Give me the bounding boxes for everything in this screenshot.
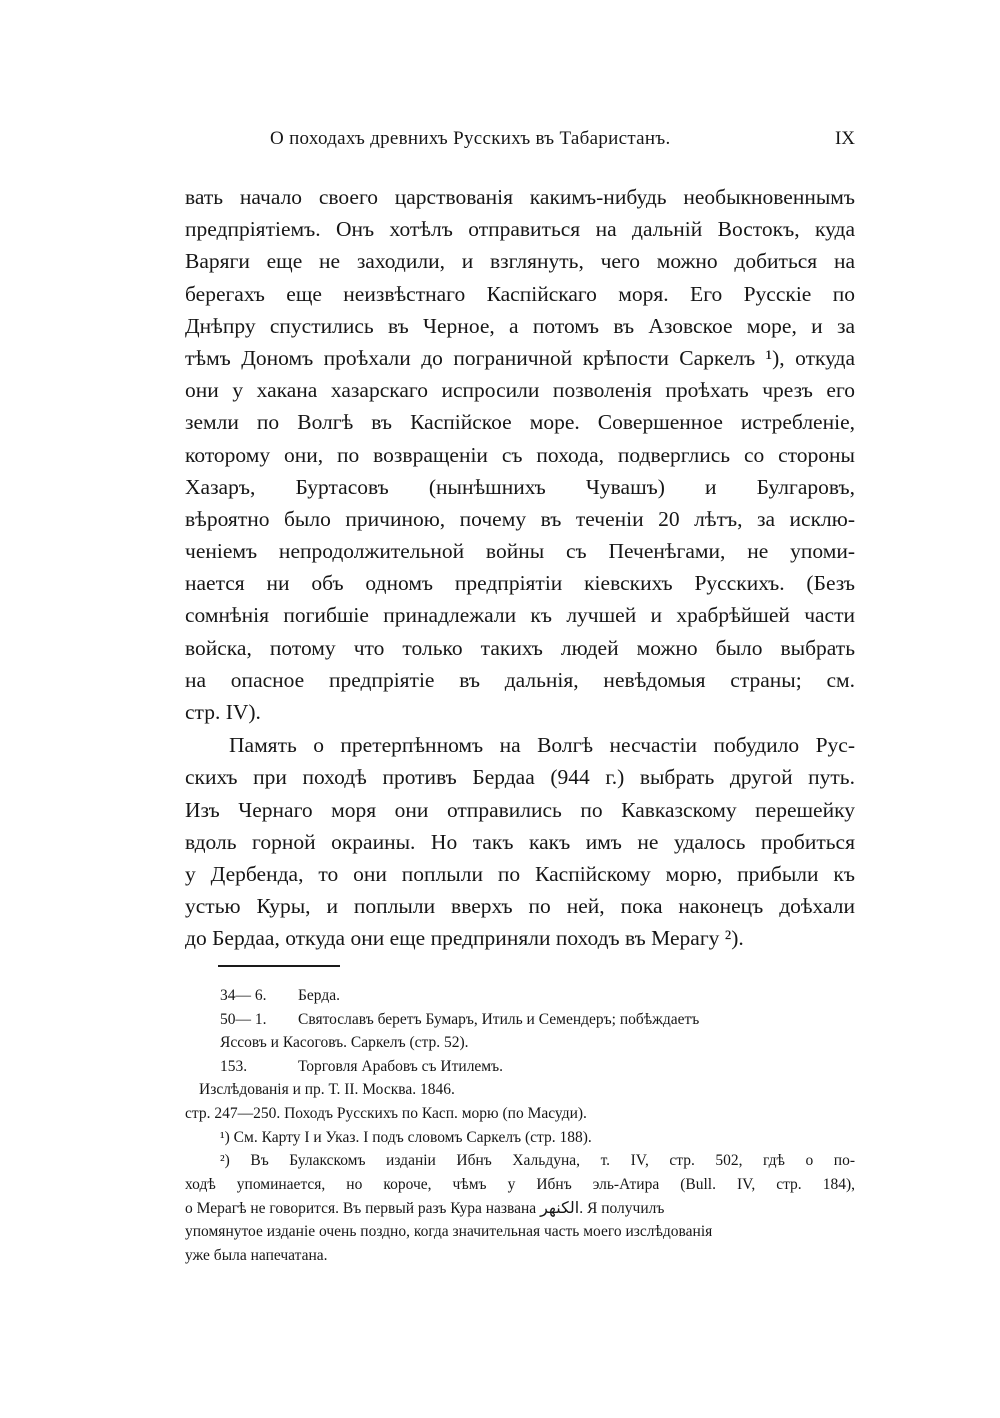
text-line: тѣмъ Дономъ проѣхали до пограничной крѣпости Саркелъ ¹), откуда xyxy=(185,345,855,370)
text-line: стр. IV). xyxy=(185,700,261,724)
note-line xyxy=(185,1008,855,1032)
note-line xyxy=(185,1196,855,1220)
text-line: нается ни объ одномъ предпріятіи кіевскихъ Русскихъ. (Безъ xyxy=(185,571,855,596)
note-number: 50— 1. xyxy=(220,1010,267,1028)
text-line: вѣроятно было причиною, почему въ теченіи 20 лѣтъ, за исклю- xyxy=(185,506,855,531)
text-line: предпріятіемъ. Онъ хотѣлъ отправиться на дальній Востокъ, куда xyxy=(185,217,855,242)
text-line: Днѣпру спустились въ Черное, а потомъ въ Азовское море, и за xyxy=(185,313,855,338)
arabic-word: الكنهر xyxy=(540,1198,580,1218)
note-line: ¹) См. Карту I и Указ. I подъ словомъ Саркелъ (стр. 188). xyxy=(220,1128,592,1146)
text-line: вдоль горной окраины. Но такъ какъ имъ не удалось пробиться xyxy=(185,829,855,854)
note-line xyxy=(185,1055,855,1079)
text-line: берегахъ еще неизвѣстнаго Каспійскаго моря. Его Русскіе по xyxy=(185,281,855,306)
note-number: 34— 6. xyxy=(220,987,267,1004)
page-number: IX xyxy=(834,128,855,149)
note-text: Берда. xyxy=(298,987,340,1004)
running-title: О походахъ древнихъ Русскихъ въ Табаристанъ. xyxy=(270,128,671,149)
main-text xyxy=(185,181,855,955)
text-line: Варяги еще не заходили, и взглянуть, чего можно добиться на xyxy=(185,249,855,274)
text-line: Хазаръ, Буртасовъ (нынѣшнихъ Чувашъ) и Булгаровъ, xyxy=(185,474,855,499)
note-line: Изслѣдованія и пр. Т. II. Москва. 1846. xyxy=(199,1081,455,1099)
text-line: они у хакана хазарскаго испросили позволенія проѣхать чрезъ его xyxy=(185,378,855,403)
text-line: ченіемъ непродолжительной войны съ Печенѣгами, не упоми- xyxy=(185,539,855,564)
note-number: 153. xyxy=(220,1057,248,1075)
text-line: войска, потому что только такихъ людей можно было выбрать xyxy=(185,635,855,660)
note-line: стр. 247—250. Походъ Русскихъ по Касп. морю (по Масуди). xyxy=(185,1104,587,1122)
note-line: ²) Въ Булакскомъ изданіи Ибнъ Хальдуна, т. IV, стр. 502, гдѣ о по- xyxy=(220,1152,855,1170)
text-line: у Дербенда, то они поплыли по Каспійскому морю, прибыли къ xyxy=(185,861,855,886)
text-line: Память о претерпѣнномъ на Волгѣ несчастіи побудило Рус- xyxy=(229,733,855,758)
text-line: скихъ при походѣ противъ Бердаа (944 г.) выбрать другой путь. xyxy=(185,765,855,790)
text-line: устью Куры, и поплыли вверхъ по ней, пока наконецъ доѣхали xyxy=(185,894,855,919)
note-line: Яссовъ и Касоговъ. Саркелъ (стр. 52). xyxy=(220,1034,469,1052)
note-line: уже была напечатана. xyxy=(185,1246,328,1264)
note-line: ходѣ упоминается, но короче, чѣмъ у Ибнъ эль-Атира (Bull. IV, стр. 184), xyxy=(185,1175,855,1193)
note-text: о Мерагѣ не говорится. Въ первый разъ Кура названа xyxy=(185,1200,537,1218)
text-line: земли по Волгѣ въ Каспійское море. Совершенное истребленіе, xyxy=(185,410,855,435)
text-line: до Бердаа, откуда они еще предприняли походъ въ Мерагу ²). xyxy=(185,926,744,951)
text-line: сомнѣнія погибшіе принадлежали къ лучшей и храбрѣйшей части xyxy=(185,603,855,628)
text-line: на опасное предпріятіе въ дальнія, невѣдомыя страны; см. xyxy=(185,667,855,692)
note-text: Святославъ беретъ Бумаръ, Итиль и Семендеръ; побѣждаетъ xyxy=(298,1010,700,1028)
note-text: . Я получилъ xyxy=(579,1200,665,1218)
text-line: которому они, по возвращеніи съ похода, подверглись со стороны xyxy=(185,442,855,467)
note-text: Торговля Арабовъ съ Итилемъ. xyxy=(298,1057,504,1075)
text-line: вать начало своего царствованія какимъ-нибудь необыкновеннымъ xyxy=(185,185,855,209)
note-line: упомянутое изданіе очень поздно, когда значительная часть моего изслѣдованія xyxy=(185,1222,713,1240)
footnote-divider xyxy=(218,965,340,967)
footnotes xyxy=(185,984,855,1267)
note-line xyxy=(185,984,855,1008)
page-header xyxy=(185,128,855,158)
text-line: Изъ Чернаго моря они отправились по Кавказскому перешейку xyxy=(185,797,855,822)
